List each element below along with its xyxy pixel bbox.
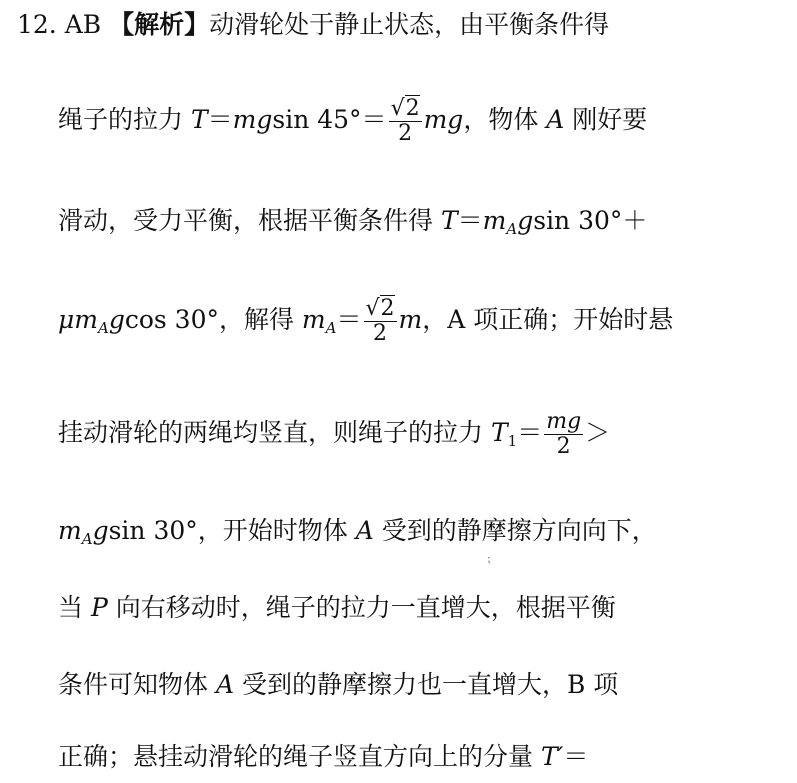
text-segment: 受到的静摩擦力也一直增大，B 项 bbox=[234, 670, 619, 699]
var-A: A bbox=[546, 105, 565, 134]
text-segment: 条件可知物体 bbox=[58, 670, 216, 699]
answer-choice: AB bbox=[64, 10, 102, 39]
var-m: m bbox=[482, 206, 507, 235]
greater-than-sign: ＞ bbox=[585, 418, 611, 447]
line-5 bbox=[58, 410, 610, 459]
subscript-A: A bbox=[97, 319, 109, 337]
subscript-A: A bbox=[325, 319, 337, 337]
text-segment: 向右移动时，绳子的拉力一直增大，根据平衡 bbox=[107, 593, 616, 622]
analysis-tag: 【解析】 bbox=[109, 10, 210, 39]
equals-sign: ＝ bbox=[563, 742, 589, 771]
fraction-mg-over-2 bbox=[544, 410, 583, 459]
line-2 bbox=[58, 97, 647, 146]
var-T: T bbox=[490, 418, 508, 447]
line-9 bbox=[58, 740, 588, 774]
fraction-denominator: 2 bbox=[373, 321, 388, 346]
text-segment: 刚好要 bbox=[564, 105, 648, 134]
line-4 bbox=[58, 297, 673, 346]
sin-45-expr: sin 45°＝ bbox=[272, 105, 387, 134]
var-mg: mg bbox=[423, 105, 464, 134]
line-1-text: 动滑轮处于静止状态，由平衡条件得 bbox=[209, 10, 610, 39]
subscript-1: 1 bbox=[507, 432, 518, 450]
scan-speck: ⁏ bbox=[487, 552, 491, 565]
text-segment: 绳子的拉力 bbox=[58, 105, 191, 134]
var-g: g bbox=[108, 305, 125, 334]
var-g: g bbox=[517, 206, 534, 235]
line-8 bbox=[58, 668, 618, 702]
sqrt-sign: √ bbox=[365, 296, 380, 321]
line-7 bbox=[58, 591, 616, 625]
var-mg: mg bbox=[232, 105, 273, 134]
equals-sign: ＝ bbox=[336, 305, 362, 334]
text-segment: ，物体 bbox=[463, 105, 547, 134]
fraction-numerator: 2 bbox=[405, 96, 420, 121]
var-A: A bbox=[215, 670, 235, 699]
var-P: P bbox=[90, 593, 108, 622]
text-segment: sin 30°，开始时物体 bbox=[108, 516, 356, 545]
text-segment: 受到的静摩擦方向向下， bbox=[373, 516, 657, 545]
var-T: T bbox=[440, 206, 458, 235]
var-T: T bbox=[190, 105, 208, 134]
text-segment: 当 bbox=[58, 593, 91, 622]
fraction-denominator: 2 bbox=[398, 121, 413, 146]
subscript-A: A bbox=[506, 220, 518, 238]
equals-sign: ＝ bbox=[457, 206, 483, 235]
var-mu-m: μm bbox=[58, 305, 98, 334]
sin-30-expr: sin 30°＋ bbox=[533, 206, 648, 235]
line-6 bbox=[58, 514, 657, 556]
var-T-prime: T′ bbox=[540, 742, 564, 771]
var-g: g bbox=[92, 516, 109, 545]
fraction-sqrt2-over-2 bbox=[389, 97, 422, 146]
text-segment: cos 30°，解得 bbox=[124, 305, 302, 334]
fraction-denominator: 2 bbox=[556, 434, 571, 459]
text-segment: 正确；悬挂动滑轮的绳子竖直方向上的分量 bbox=[58, 742, 541, 771]
subscript-A: A bbox=[81, 530, 93, 548]
line-1 bbox=[17, 8, 609, 42]
text-segment: ，A 项正确；开始时悬 bbox=[422, 305, 674, 334]
text-segment: 挂动滑轮的两绳均竖直，则绳子的拉力 bbox=[58, 418, 491, 447]
var-m: m bbox=[301, 305, 326, 334]
question-number: 12. bbox=[17, 10, 57, 39]
var-m: m bbox=[398, 305, 423, 334]
fraction-numerator: mg bbox=[546, 409, 582, 434]
equals-sign: ＝ bbox=[517, 418, 543, 447]
sqrt-sign: √ bbox=[390, 96, 405, 121]
line-3 bbox=[58, 204, 647, 246]
fraction-sqrt2-over-2 bbox=[364, 297, 397, 346]
fraction-numerator: 2 bbox=[380, 296, 395, 321]
var-A: A bbox=[355, 516, 374, 545]
var-m: m bbox=[58, 516, 82, 545]
equals-sign: ＝ bbox=[207, 105, 233, 134]
text-segment: 滑动，受力平衡，根据平衡条件得 bbox=[58, 206, 441, 235]
